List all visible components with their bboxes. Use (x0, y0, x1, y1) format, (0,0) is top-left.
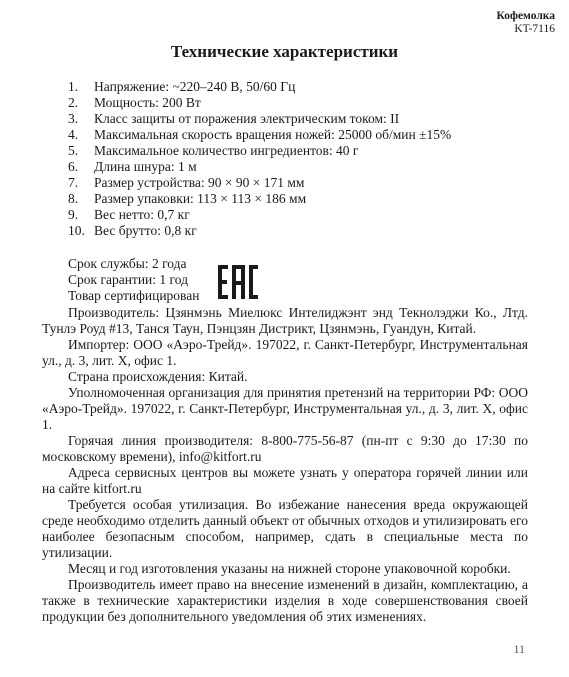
authorized-organization: Уполномоченная организация для принятия претензий на территории РФ: ООО «Аэро-Трейд». 197022, г. Санкт-Петербург, Инструментальная ул., д. 3, лит. Х, офис 1. (42, 385, 528, 432)
hotline-info: Горячая линия производителя: 8-800-775-56-87 (пн-пт с 9:30 до 17:30 по московскому времени), info@kitfort.ru (42, 433, 528, 464)
spec-text: Класс защиты от поражения электрическим током: II (94, 111, 400, 126)
spec-item (68, 79, 538, 95)
spec-item (68, 223, 538, 239)
spec-number: 9. (68, 207, 79, 222)
certification-note: Товар сертифицирован (68, 288, 200, 303)
page-title: Технические характеристики (170, 42, 399, 61)
legal-info (42, 305, 528, 625)
spec-text: Размер устройства: 90 × 90 × 171 мм (94, 175, 305, 190)
spec-text: Напряжение: ~220–240 В, 50/60 Гц (94, 79, 296, 94)
disposal-info: Требуется особая утилизация. Во избежание нанесения вреда окружающей среде необходимо отделить данный объект от обычных отходов и утилизировать его наиболее безопасным способом, например, сдать в специальные места по утилизации. (42, 497, 528, 560)
spec-item (68, 175, 538, 191)
importer-info: Импортер: ООО «Аэро-Трейд». 197022, г. Санкт-Петербург, Инструментальная ул., д. 3, лит. Х, офис 1. (42, 337, 528, 368)
manufacturer-info: Производитель: Цзянмэнь Миелюкс Интелиджэнт энд Текнолэджи Ко., Лтд. Тунлэ Роуд #13, Танся Таун, Пэнцзян Дистрикт, Цзянмэнь, Гуандун, Китай. (42, 305, 528, 336)
manufacture-date-info: Месяц и год изготовления указаны на нижней стороне упаковочной коробки. (68, 561, 511, 576)
spec-number: 10. (68, 223, 85, 238)
page-number: 11 (513, 642, 525, 656)
spec-item (68, 191, 538, 207)
spec-item (68, 159, 538, 175)
country-of-origin: Страна происхождения: Китай. (68, 369, 248, 384)
spec-item (68, 95, 538, 111)
spec-text: Вес брутто: 0,8 кг (94, 223, 197, 238)
spec-number: 3. (68, 111, 79, 126)
spec-number: 2. (68, 95, 79, 110)
spec-number: 5. (68, 143, 79, 158)
warranty-period: Срок гарантии: 1 год (68, 272, 188, 287)
spec-item (68, 127, 538, 143)
spec-text: Максимальная скорость вращения ножей: 25000 об/мин ±15% (94, 127, 452, 142)
spec-item (68, 111, 538, 127)
product-name: Кофемолка (496, 10, 555, 22)
service-info (68, 256, 199, 304)
page-header (496, 10, 555, 36)
spec-text: Длина шнура: 1 м (94, 159, 197, 174)
spec-text: Максимальное количество ингредиентов: 40 г (94, 143, 359, 158)
spec-item (68, 143, 538, 159)
spec-number: 4. (68, 127, 79, 142)
eac-certification-icon (218, 265, 258, 299)
service-life: Срок службы: 2 года (68, 256, 187, 271)
spec-number: 7. (68, 175, 79, 190)
spec-number: 1. (68, 79, 79, 94)
spec-item (68, 207, 538, 223)
specs-list (68, 79, 538, 239)
spec-text: Размер упаковки: 113 × 113 × 186 мм (94, 191, 307, 206)
spec-number: 8. (68, 191, 79, 206)
spec-text: Мощность: 200 Вт (94, 95, 201, 110)
spec-number: 6. (68, 159, 79, 174)
model-number: KT-7116 (514, 23, 555, 35)
changes-notice: Производитель имеет право на внесение изменений в дизайн, комплектацию, а также в технические характеристики изделия в ходе совершенствования своей продукции без дополнительного уведомления об этих изменениях. (42, 577, 528, 624)
service-centers-info: Адреса сервисных центров вы можете узнать у оператора горячей линии или на сайте kitfort.ru (42, 465, 528, 496)
spec-text: Вес нетто: 0,7 кг (94, 207, 190, 222)
